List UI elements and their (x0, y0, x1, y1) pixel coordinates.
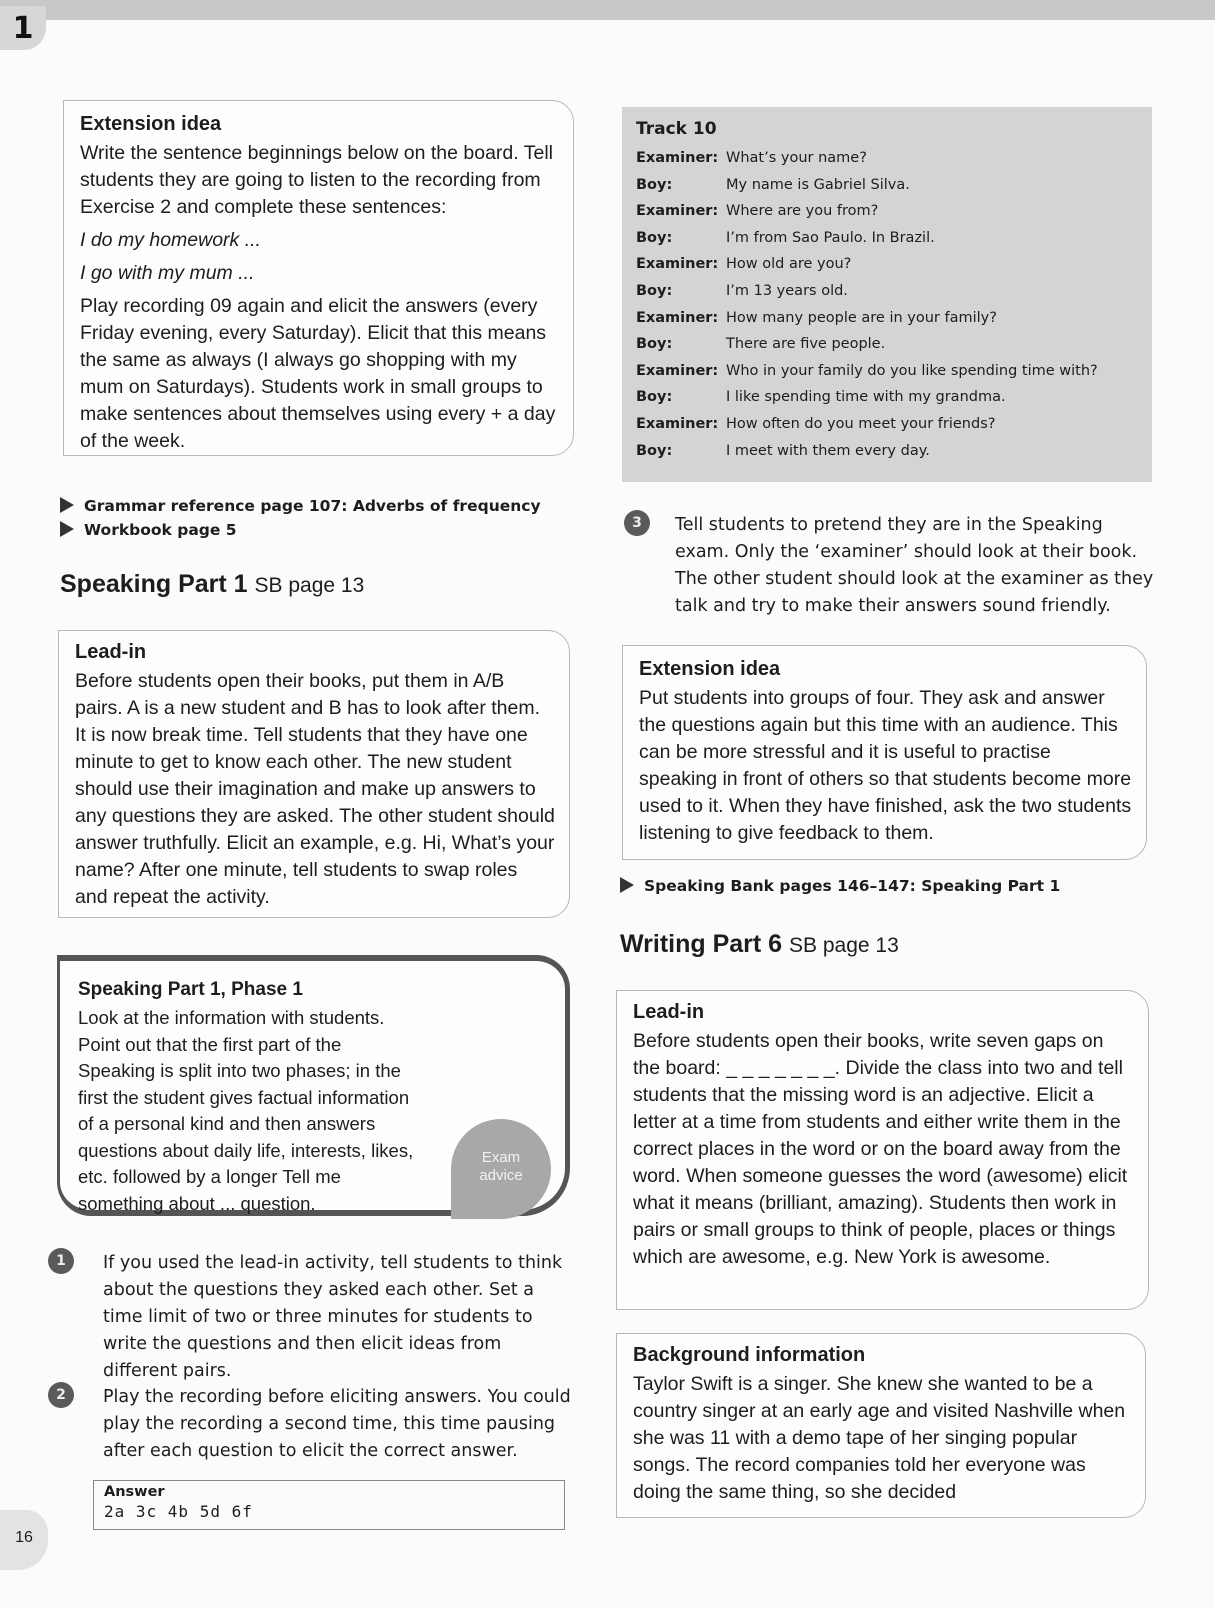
sb-page-ref-2: SB page 13 (789, 934, 899, 957)
speaking-heading: Speaking Part 1 SB page 13 (60, 570, 365, 598)
lead-in-title-2: Lead-in (633, 1001, 705, 1023)
exercise-number-1: 1 (48, 1248, 74, 1274)
exercise-number-2: 2 (48, 1382, 74, 1408)
background-info-box (616, 1333, 1146, 1518)
transcript-line: Boy: There are five people. (636, 336, 886, 353)
answer-box (93, 1480, 565, 1530)
lead-in-text: Before students open their books, put them in A/B pairs. A is a new student and B has to look after them. It is now break time. Tell students that they have one minute to get to know each other. The new student should use their imagination and make up answers to any questions they are asked. The other student should answer truthfully. Elicit an example, e.g. Hi, What’s your name? After one minute, tell students to swap roles and repeat the activity. (75, 670, 555, 908)
transcript-line: Boy: I meet with them every day. (636, 442, 930, 459)
answer-value: 2a 3c 4b 5d 6f (104, 1502, 253, 1521)
extension-idea-title-2: Extension idea (639, 658, 781, 680)
background-info-text: Taylor Swift is a singer. She knew she wanted to be a country singer at an early age and visited Nashville when she was 11 with a demo tape of her singing popular songs. The record companies told her everyone was doing the same thing, so she decided (633, 1373, 1126, 1503)
transcript-line: Boy: I like spending time with my grandma. (636, 389, 1006, 406)
extension-idea-box-2 (622, 645, 1147, 860)
exercise-2-text: Play the recording before eliciting answers. You could play the recording a second time, this time pausing after each question to elicit the correct answer. (103, 1387, 571, 1461)
answer-label: Answer (104, 1484, 165, 1500)
transcript-line: Examiner: How often do you meet your friends? (636, 415, 996, 432)
extension-idea-box (63, 100, 574, 456)
unit-number: 1 (0, 6, 46, 50)
background-info-title: Background information (633, 1344, 866, 1366)
transcript-line: Examiner: Where are you from? (636, 203, 879, 220)
arrow-icon (60, 497, 74, 513)
exercise-number-3: 3 (624, 510, 650, 536)
exam-advice-text: Look at the information with students. Point out that the first part of the Speaking is split into two phases; in the first the student gives factual information of a personal kind and then answers questions about daily life, interests, likes, etc. followed by a longer Tell me something about ... question. (78, 1007, 414, 1214)
arrow-icon (60, 521, 74, 537)
extension-idea-title: Extension idea (80, 113, 222, 135)
lead-in-title: Lead-in (75, 641, 147, 663)
page-number: 16 (0, 1510, 48, 1570)
transcript-line: Boy: I’m from Sao Paulo. In Brazil. (636, 229, 935, 246)
arrow-icon (620, 877, 634, 893)
speaking-bank-reference: Speaking Bank pages 146–147: Speaking Part 1 (620, 874, 1060, 898)
extension-idea-text-3: Put students into groups of four. They ask and answer the questions again but this time with an audience. This can be more stressful and it is useful to practise speaking in front of others so that students become more used to it. When they have finished, ask the two students listening to give feedback to them. (639, 687, 1132, 844)
transcript-line: Examiner: What’s your name? (636, 150, 867, 166)
lead-in-text-2: Before students open their books, write seven gaps on the board: _ _ _ _ _ _ _. Divide the class into two and tell students that the missing word is an adjective. Elicit a letter at a time from students and either write them in the correct places in the word or on the board away from the word. When someone guesses the word (awesome) elicit what it means (brilliant, amazing). Students then work in pairs or small groups to think of people, places or things which are awesome, e.g. New York is awesome. (633, 1030, 1128, 1268)
exam-advice-title: Speaking Part 1, Phase 1 (78, 979, 303, 1000)
top-bar (0, 0, 1215, 20)
exercise-1-text: If you used the lead-in activity, tell students to think about the questions they asked each other. Set a time limit of two or three minutes for students to write the questions and then elicit ideas from different pairs. (103, 1253, 563, 1381)
workbook-reference: Workbook page 5 (60, 518, 237, 542)
transcript-line: Examiner: How old are you? (636, 256, 852, 273)
grammar-reference: Grammar reference page 107: Adverbs of frequency (60, 494, 541, 518)
exam-advice-badge: Exam advice (451, 1119, 551, 1219)
extension-idea-text-2: Play recording 09 again and elicit the answers (every Friday evening, every Saturday). Elicit that this means the same as always (I always go shopping with my mum on Saturdays). Students work in small groups to make sentences about themselves using every + a day of the week. (80, 295, 556, 452)
transcript-line: Boy: My name is Gabriel Silva. (636, 176, 910, 193)
writing-heading: Writing Part 6 SB page 13 (620, 930, 899, 958)
exam-advice-box (57, 955, 570, 1216)
transcript-line: Boy: I’m 13 years old. (636, 282, 848, 299)
transcript-line: Examiner: Who in your family do you like spending time with? (636, 362, 1098, 379)
sentence-beginning-2: I go with my mum ... (80, 262, 255, 284)
sb-page-ref: SB page 13 (254, 574, 365, 597)
extension-idea-text: Write the sentence beginnings below on the board. Tell students they are going to listen to the recording from Exercise 2 and complete these sentences: (80, 142, 554, 218)
track-title: Track 10 (636, 119, 717, 139)
transcript-line: Examiner: How many people are in your family? (636, 309, 997, 326)
lead-in-box-2 (616, 990, 1149, 1310)
track-transcript (622, 107, 1152, 482)
lead-in-box (58, 630, 570, 918)
exercise-3-text: Tell students to pretend they are in the Speaking exam. Only the ‘examiner’ should look at their book. The other student should look at the examiner as they talk and try to make their answers sound friendly. (675, 515, 1154, 616)
sentence-beginning-1: I do my homework ... (80, 229, 261, 251)
